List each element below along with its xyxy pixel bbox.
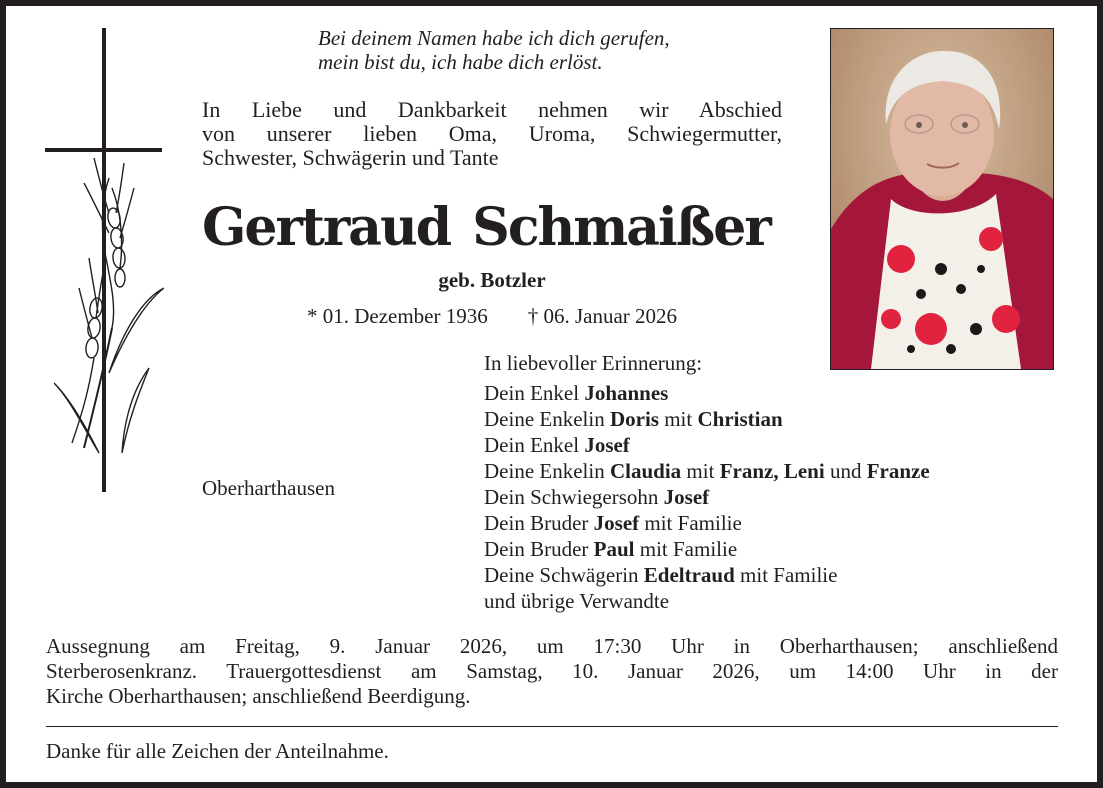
relative-name: Paul [593, 537, 635, 561]
remembrance-entry [484, 536, 930, 562]
divider-line [46, 726, 1058, 727]
remembrance-entry [484, 458, 930, 484]
intro-line-1: In Liebe und Dankbarkeit nehmen wir Abschied [202, 97, 782, 122]
relative-name: Edeltraud [643, 563, 735, 587]
relation-text: Deine Enkelin [484, 407, 610, 431]
relation-text: mit [681, 459, 720, 483]
relative-name: Franze [866, 459, 930, 483]
bible-verse [318, 26, 670, 74]
place-name: Oberharthausen [202, 476, 335, 500]
relation-text: mit [658, 407, 698, 431]
birth-name: geb. Botzler [438, 268, 546, 292]
remembrance-entry [484, 432, 930, 458]
relation-text: Dein Bruder [484, 537, 594, 561]
birth-date: * 01. Dezember 1936 [306, 304, 488, 328]
verse-line-2: mein bist du, ich habe dich erlöst. [318, 50, 603, 74]
life-dates [202, 304, 782, 329]
relation-text: Dein Enkel [484, 433, 585, 457]
relation-text: mit Familie [634, 537, 738, 561]
cross-horizontal-bar [45, 148, 162, 152]
relation-text: Dein Enkel [484, 381, 585, 405]
wheat-ears-icon [54, 158, 164, 458]
relative-name: Christian [697, 407, 783, 431]
verse-line-1: Bei deinem Namen habe ich dich gerufen, [318, 26, 670, 50]
remembrance-entry [484, 406, 930, 432]
remembrance-entry [484, 484, 930, 510]
relative-name: Johannes [584, 381, 669, 405]
relative-name: Claudia [609, 459, 682, 483]
remembrance-list [484, 350, 930, 614]
deceased-name: Gertraud Schmaißer [202, 197, 770, 258]
relation-text: mit Familie [734, 563, 838, 587]
remembrance-entry [484, 562, 930, 588]
portrait-photo [830, 28, 1054, 370]
relation-text: Dein Bruder [484, 511, 594, 535]
relative-name: Josef [593, 511, 640, 535]
relation-text: Dein Schwiegersohn [484, 485, 664, 509]
relation-text: und übrige Verwandte [484, 589, 670, 613]
relation-text: mit Familie [639, 511, 742, 535]
relative-name: Josef [584, 433, 630, 457]
thanks-text: Danke für alle Zeichen der Anteilnahme. [46, 739, 389, 763]
details-line-2: Sterberosenkranz. Trauergottesdienst am Samstag, 10. Januar 2026, um 14:00 Uhr in der [46, 659, 1058, 683]
details-line-1: Aussegnung am Freitag, 9. Januar 2026, um 17:30 Uhr in Oberharthausen; anschließend [46, 634, 1058, 658]
remembrance-entry [484, 510, 930, 536]
obituary-notice [6, 6, 1097, 782]
remembrance-entry [484, 588, 930, 614]
remembrance-entry [484, 380, 930, 406]
death-date: † 06. Januar 2026 [527, 304, 678, 328]
relative-name: Franz, Leni [719, 459, 825, 483]
intro-line-2: von unserer lieben Oma, Uroma, Schwiegermutter, [202, 121, 782, 146]
funeral-details [46, 634, 1058, 709]
relation-text: und [824, 459, 867, 483]
intro-line-3: Schwester, Schwägerin und Tante [202, 145, 499, 170]
relative-name: Doris [609, 407, 659, 431]
details-line-3: Kirche Oberharthausen; anschließend Beerdigung. [46, 684, 471, 708]
remembrance-entries [484, 380, 930, 614]
remembrance-heading: In liebevoller Erinnerung: [484, 351, 703, 375]
relation-text: Deine Schwägerin [484, 563, 644, 587]
relative-name: Josef [663, 485, 710, 509]
intro-text [202, 98, 782, 170]
portrait-image [831, 29, 1053, 369]
relation-text: Deine Enkelin [484, 459, 610, 483]
